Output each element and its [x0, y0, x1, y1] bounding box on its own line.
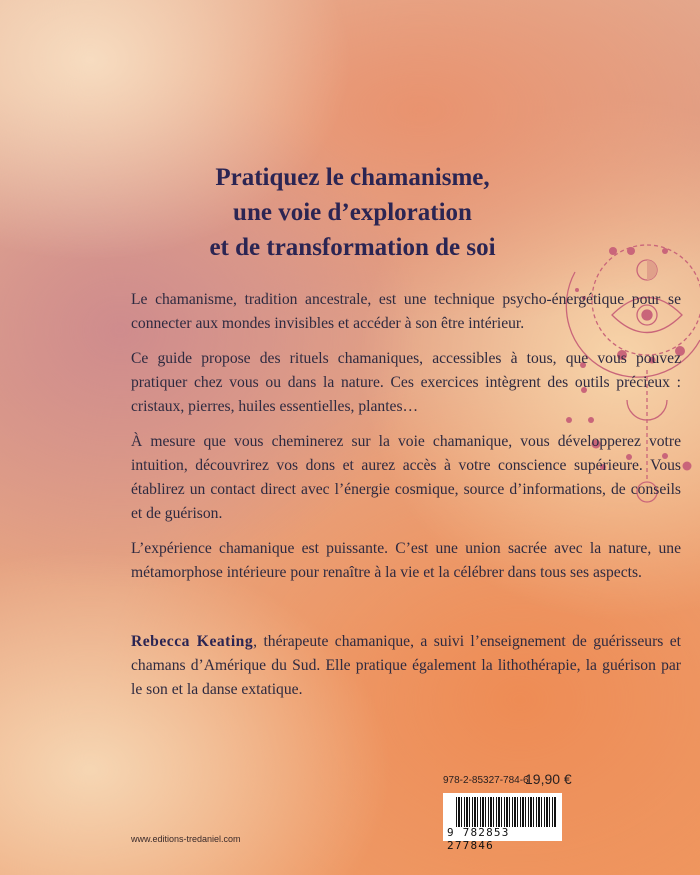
author-name: Rebecca Keating: [131, 633, 254, 650]
headline-line-1: Pratiquez le chamanisme,: [215, 164, 490, 191]
paragraph: Le chamanisme, tradition ancestrale, est une technique psycho-énergétique pour se connecter aux mondes invisibles et accéder à son être intérieur.: [131, 291, 681, 332]
paragraph: Ce guide propose des rituels chamaniques, accessibles à tous, que vous pouvez pratiquer chez vous ou dans la nature. Ces exercices intègrent des outils précieux : cristaux, pierres, huiles essentielles, plantes…: [131, 350, 681, 415]
description: [131, 288, 681, 596]
headline-line-2: une voie d’exploration: [233, 199, 472, 226]
paragraph: L’expérience chamanique est puissante. C’est une union sacrée avec la nature, une métamorphose intérieure pour renaître à la vie et la célébrer dans tous ses aspects.: [131, 540, 681, 581]
paragraph: À mesure que vous cheminerez sur la voie chamanique, vous développerez votre intuition, découvrirez vos dons et aurez accès à votre conscience supérieure. Vous établirez un contact direct avec l’énergie cosmique, source d’informations, de conseils et de guérison.: [131, 433, 681, 522]
barcode: [443, 793, 562, 852]
publisher-website: www.editions-tredaniel.com: [131, 834, 241, 844]
headline-line-3: et de transformation de soi: [209, 234, 496, 261]
author-bio-text: , thérapeute chamanique, a suivi l’enseignement de guérisseurs et chamans d’Amérique du Sud. Elle pratique également la lithothérapie, la guérison par le son et la danse extatique.: [131, 633, 682, 698]
price: 19,90 €: [525, 771, 572, 787]
isbn: 978-2-85327-784-6: [443, 775, 529, 786]
author-bio: [131, 630, 681, 713]
barcode-number: 9 782853 277846: [447, 826, 510, 852]
barcode-bars: [456, 797, 556, 827]
